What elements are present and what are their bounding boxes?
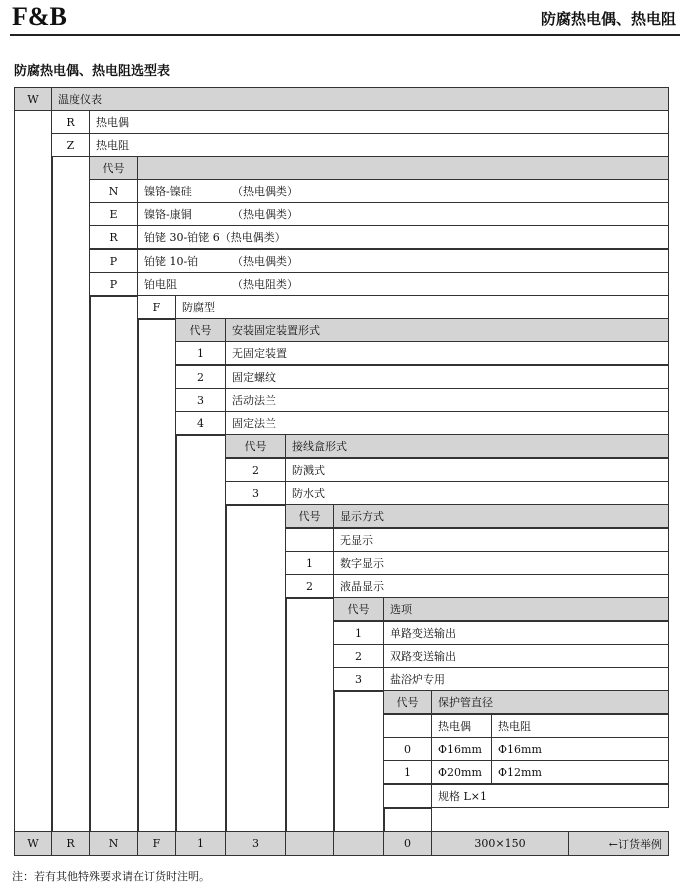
column-mounting-body [176,435,226,832]
style-label: 防腐型 [175,295,669,319]
footnote: 注：若有其他特殊要求请在订货时注明。 [12,870,210,883]
display-label: 无显示 [333,528,669,552]
material-name: 镍铬-康铜 [144,208,192,221]
material-class: （热电偶类） [219,231,286,244]
display-code [285,528,334,552]
diameter-title: 保护管直径 [431,690,669,714]
mounting-title: 安装固定装置形式 [225,318,669,342]
material-row [137,272,669,296]
junction-code: 3 [225,481,286,505]
length-spec: 规格 L×1 [431,784,669,808]
material-row [137,249,669,273]
mounting-label: 固定螺纹 [225,365,669,389]
diameter-code: 1 [383,760,432,784]
options-title: 选项 [383,597,669,621]
example-label: ←订货举例 [568,831,669,856]
display-code: 2 [285,574,334,598]
mounting-code: 3 [175,388,226,412]
column-display-body [286,598,334,832]
material-name: 铂铑 30-铂铑 6 [144,231,220,244]
display-title: 显示方式 [333,504,669,528]
selection-table [14,87,669,856]
junction-label: 防水式 [285,481,669,505]
material-name: 铂铑 10-铂 [144,255,199,268]
mounting-label: 无固定装置 [225,341,669,365]
root-code: W [14,87,52,111]
example-code: 3 [225,831,286,856]
mounting-label: 固定法兰 [225,411,669,435]
example-code: N [89,831,138,856]
document-title: 防腐热电偶、热电阻选型表 [14,64,171,79]
header-divider [10,34,680,36]
junction-code: 2 [225,458,286,482]
material-class: （热电偶类） [232,255,298,268]
diameter-rtd: Φ12mm [491,760,669,784]
material-code-header: 代号 [89,156,138,180]
material-row [137,202,669,226]
junction-code-header: 代号 [225,434,286,458]
type-label: 热电阻 [89,133,669,157]
diameter-subheader-spacer [383,714,432,738]
junction-label: 防溅式 [285,458,669,482]
length-spec-spacer [383,784,432,808]
mounting-code-header: 代号 [175,318,226,342]
mounting-code: 2 [175,365,226,389]
material-code: N [89,179,138,203]
brand-logo: F&B [12,2,67,31]
column-options-body [334,691,384,832]
diameter-thermocouple: Φ16mm [431,737,492,761]
material-class: （热电偶类） [232,185,298,198]
example-code: R [51,831,90,856]
material-code: P [89,272,138,296]
options-label: 单路变送输出 [383,621,669,645]
example-code [333,831,384,856]
diameter-rtd: Φ16mm [491,737,669,761]
type-code: Z [51,133,90,157]
material-row [137,225,669,249]
diameter-code-header: 代号 [383,690,432,714]
mounting-label: 活动法兰 [225,388,669,412]
material-code: E [89,202,138,226]
material-name: 镍铬-镍硅 [144,185,192,198]
column-w-body [14,110,52,832]
diameter-col-thermocouple: 热电偶 [431,714,492,738]
example-code: 1 [175,831,226,856]
example-length: 300×150 [431,831,569,856]
options-code: 3 [333,667,384,691]
material-name: 铂电阻 [144,278,177,291]
style-code: F [137,295,176,319]
display-code: 1 [285,551,334,575]
options-code: 1 [333,621,384,645]
column-material-body [90,296,138,832]
junction-title: 接线盒形式 [285,434,669,458]
column-style-body [138,319,176,832]
material-header-spacer [137,156,669,180]
type-label: 热电偶 [89,110,669,134]
material-class: （热电阻类） [232,278,298,291]
display-code-header: 代号 [285,504,334,528]
mounting-code: 4 [175,411,226,435]
diameter-thermocouple: Φ20mm [431,760,492,784]
display-label: 数字显示 [333,551,669,575]
material-code: R [89,225,138,249]
diameter-code: 0 [383,737,432,761]
diameter-col-rtd: 热电阻 [491,714,669,738]
options-label: 盐浴炉专用 [383,667,669,691]
header-title: 防腐热电偶、热电阻 [540,10,676,28]
material-code: P [89,249,138,273]
root-label: 温度仪表 [51,87,669,111]
example-code: W [14,831,52,856]
column-diameter-body [384,808,432,832]
mounting-code: 1 [175,341,226,365]
column-junction-body [226,505,286,832]
column-type-body [52,156,90,832]
display-label: 液晶显示 [333,574,669,598]
options-code-header: 代号 [333,597,384,621]
type-code: R [51,110,90,134]
material-class: （热电偶类） [232,208,298,221]
example-code: F [137,831,176,856]
options-label: 双路变送输出 [383,644,669,668]
example-code [285,831,334,856]
example-code: 0 [383,831,432,856]
material-row [137,179,669,203]
options-code: 2 [333,644,384,668]
